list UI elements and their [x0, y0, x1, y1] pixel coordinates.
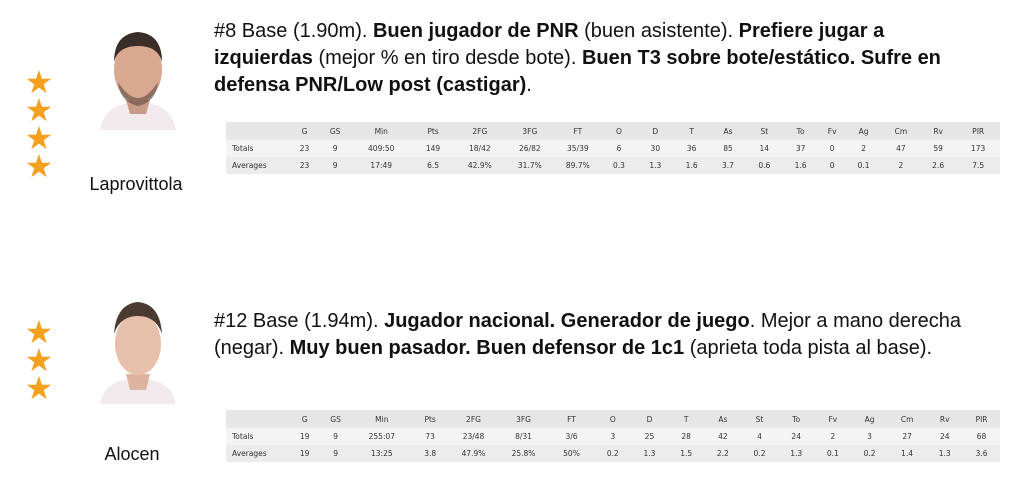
star-icon: ★ [24, 120, 54, 156]
player-photo [96, 290, 180, 404]
stats-header-row: G GS Min Pts 2FG 3FG FT O D T As St To Fv Ag Cm Rv PIR [226, 122, 1000, 140]
star-icon: ★ [24, 148, 54, 184]
player-description: #12 Base (1.94m). Jugador nacional. Generador de juego. Mejor a mano derecha (negar). Muy buen pasador. Buen defensor de 1c1 (aprieta toda pista al base). [214, 310, 961, 359]
star-icon: ★ [24, 92, 54, 128]
star-icon: ★ [24, 314, 54, 350]
table-row: Totals 19 9 255:07 73 23/48 8/31 3/6 3 25 28 42 4 24 2 3 27 24 68 [226, 428, 1000, 445]
stats-table [226, 410, 1000, 462]
player-name: Laprovittola [89, 174, 183, 194]
table-row: Totals 23 9 409:50 149 18/42 26/82 35/39 6 30 36 85 14 37 0 2 47 59 173 [226, 140, 1000, 157]
star-icon: ★ [24, 64, 54, 100]
player-description: #8 Base (1.90m). Buen jugador de PNR (buen asistente). Prefiere jugar a izquierdas (mejor % en tiro desde bote). Buen T3 sobre bote/estático. Sufre en defensa PNR/Low post (castigar). [214, 20, 941, 96]
star-icon: ★ [24, 342, 54, 378]
player-name: Alocen [104, 444, 160, 464]
stats-header-row: G GS Min Pts 2FG 3FG FT O D T As St To Fv Ag Cm Rv PIR [226, 410, 1000, 428]
rating-stars [22, 314, 56, 406]
star-icon: ★ [24, 370, 54, 406]
table-row: Averages 19 9 13:25 3.8 47.9% 25.8% 50% 0.2 1.3 1.5 2.2 0.2 1.3 0.1 0.2 1.4 1.3 3.6 [226, 445, 1000, 462]
table-row: Averages 23 9 17:49 6.5 42.9% 31.7% 89.7% 0.3 1.3 1.6 3.7 0.6 1.6 0 0.1 2 2.6 7.5 [226, 157, 1000, 174]
